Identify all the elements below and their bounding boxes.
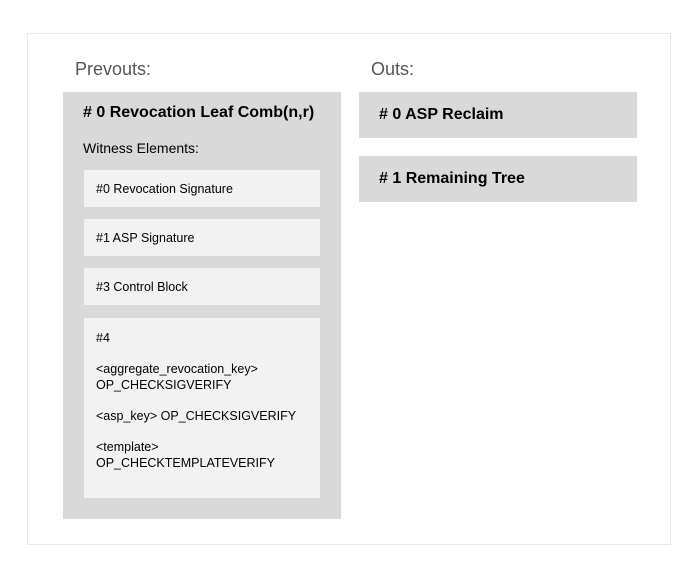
witness-element-script — [84, 318, 320, 498]
witness-element-label: #3 Control Block — [96, 279, 188, 294]
script-line: OP_CHECKSIGVERIFY — [96, 378, 232, 392]
out-asp-reclaim — [359, 92, 637, 138]
script-number: #4 — [96, 331, 110, 345]
witness-elements-label: Witness Elements: — [83, 140, 199, 156]
script-line: <template> — [96, 440, 159, 454]
witness-element-label: #0 Revocation Signature — [96, 181, 233, 196]
witness-element-revocation-signature — [84, 170, 320, 207]
witness-element-control-block — [84, 268, 320, 305]
witness-element-asp-signature — [84, 219, 320, 256]
outs-heading: Outs: — [371, 59, 415, 79]
script-line: <asp_key> OP_CHECKSIGVERIFY — [96, 409, 297, 423]
out-remaining-tree — [359, 156, 637, 202]
script-line: <aggregate_revocation_key> — [96, 362, 258, 376]
witness-element-label: #1 ASP Signature — [96, 230, 195, 245]
out-label: # 1 Remaining Tree — [379, 170, 525, 187]
prevout-panel — [63, 92, 341, 519]
script-line: OP_CHECKTEMPLATEVERIFY — [96, 456, 275, 470]
prevouts-heading: Prevouts: — [75, 59, 152, 79]
out-label: # 0 ASP Reclaim — [379, 106, 504, 123]
prevout-title: # 0 Revocation Leaf Comb(n,r) — [83, 104, 315, 121]
